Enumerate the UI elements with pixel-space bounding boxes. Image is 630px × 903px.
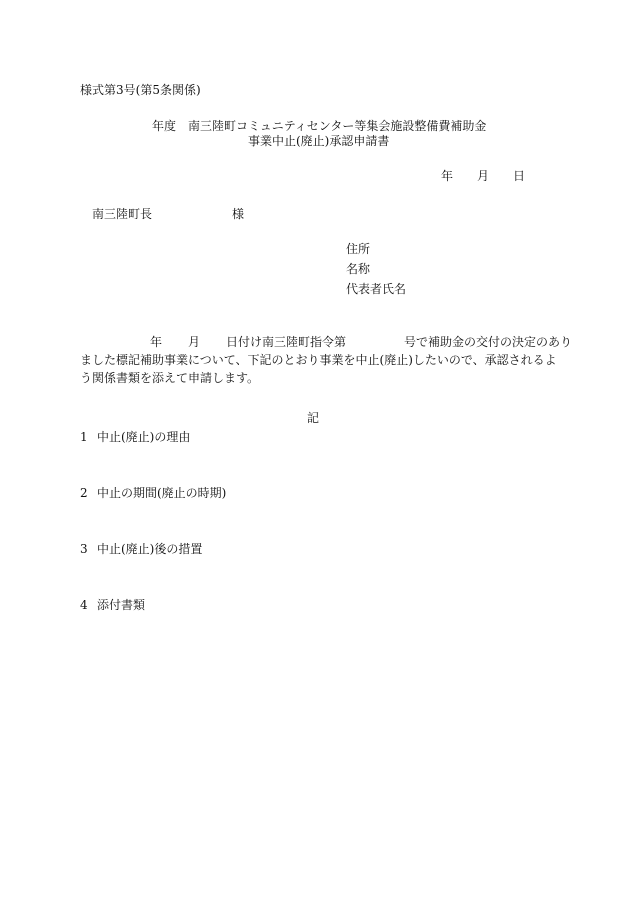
- addressee-name: 南三陸町長: [92, 207, 153, 221]
- ki-heading: 記: [307, 411, 320, 425]
- item-label: 添付書類: [97, 598, 146, 612]
- form-number: 様式第3号(第5条関係): [80, 83, 201, 97]
- body-tail: 号で補助金の交付の決定のあり: [404, 335, 573, 349]
- body-line-1: [150, 334, 572, 350]
- list-item: [80, 597, 145, 613]
- list-item: [80, 541, 202, 557]
- body-line-2: ました標記補助事業について、下記のとおり事業を中止(廃止)したいので、承認されるよ: [80, 353, 557, 367]
- list-item: [80, 485, 226, 501]
- addressee-honorific: 様: [232, 207, 245, 221]
- date-year: 年: [441, 169, 454, 183]
- document-title-line2: 事業中止(廃止)承認申請書: [248, 134, 390, 148]
- list-item: [80, 429, 190, 445]
- name-label: 名称: [346, 262, 371, 276]
- item-number: 2: [80, 486, 88, 500]
- date-month: 月: [477, 169, 490, 183]
- representative-label: 代表者氏名: [346, 282, 407, 296]
- body-month: 月: [188, 335, 201, 349]
- item-number: 4: [80, 598, 88, 612]
- body-line-3: う関係書類を添えて申請します。: [80, 371, 260, 385]
- item-number: 1: [80, 430, 88, 444]
- item-label: 中止(廃止)後の措置: [97, 542, 203, 556]
- body-year: 年: [150, 335, 163, 349]
- item-label: 中止(廃止)の理由: [97, 430, 191, 444]
- address-label: 住所: [346, 242, 371, 256]
- addressee: [92, 206, 245, 222]
- item-label: 中止の期間(廃止の時期): [97, 486, 227, 500]
- item-number: 3: [80, 542, 88, 556]
- document-title-line1: 年度 南三陸町コミュニティセンター等集会施設整備費補助金: [152, 119, 487, 133]
- body-mid: 日付け南三陸町指令第: [226, 335, 347, 349]
- date-day: 日: [513, 169, 526, 183]
- applicant-block: [346, 241, 406, 301]
- date-row: [441, 168, 525, 184]
